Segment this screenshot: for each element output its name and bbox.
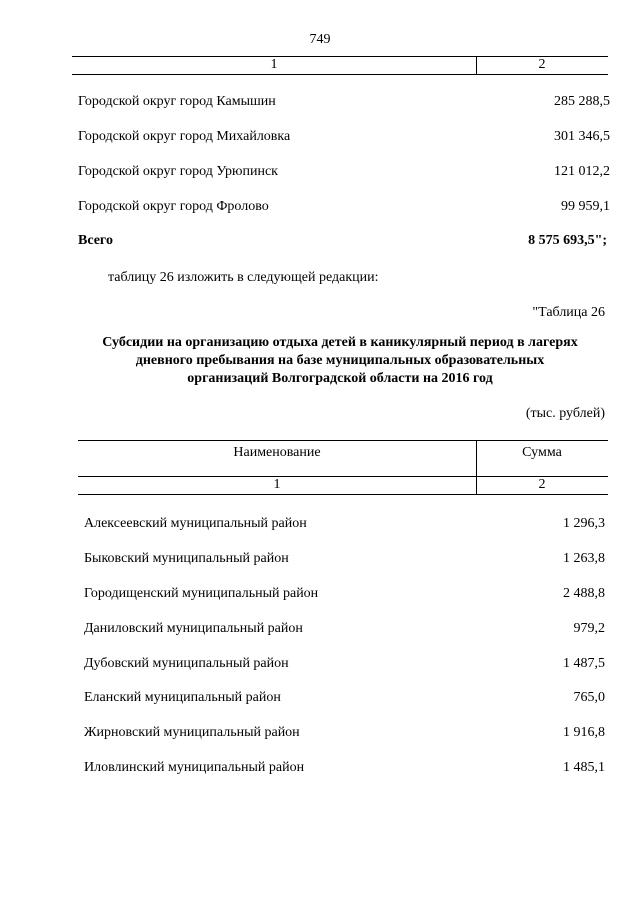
table1-total-label: Всего bbox=[78, 233, 113, 248]
table1-total-value: 8 575 693,5"; bbox=[528, 233, 607, 248]
table1-row-name: Городской округ город Урюпинск bbox=[78, 164, 278, 179]
table2-top-rule bbox=[78, 440, 608, 441]
table2-row-name: Еланский муниципальный район bbox=[84, 690, 281, 705]
table2-number-rule bbox=[78, 494, 608, 495]
table2-row-value: 1 485,1 bbox=[563, 760, 605, 775]
table2-row-value: 1 916,8 bbox=[563, 725, 605, 740]
instruction-text: таблицу 26 изложить в следующей редакции: bbox=[108, 270, 379, 285]
table-title-line: организаций Волгоградской области на 2016 год bbox=[187, 371, 493, 386]
table2-row-value: 1 296,3 bbox=[563, 516, 605, 531]
table2-row-value: 979,2 bbox=[573, 621, 605, 636]
table2-row-name: Алексеевский муниципальный район bbox=[84, 516, 307, 531]
table-title bbox=[60, 334, 620, 388]
table2-header-name: Наименование bbox=[233, 445, 321, 460]
table1-row-value: 285 288,5 bbox=[554, 94, 610, 109]
table1-row-value: 121 012,2 bbox=[554, 164, 610, 179]
table2-row-name: Иловлинский муниципальный район bbox=[84, 760, 305, 775]
table2-row-name: Жирновский муниципальный район bbox=[84, 725, 300, 740]
table-title-line: дневного пребывания на базе муниципальных образовательных bbox=[135, 353, 545, 368]
table1-col1-header: 1 bbox=[270, 57, 278, 72]
table1-row-value: 301 346,5 bbox=[554, 129, 610, 144]
table1-row-value: 99 959,1 bbox=[561, 199, 610, 214]
units-label: (тыс. рублей) bbox=[525, 406, 605, 421]
table2-row-value: 765,0 bbox=[573, 690, 605, 705]
table2-row-name: Даниловский муниципальный район bbox=[84, 621, 303, 636]
table2-col1-number: 1 bbox=[273, 477, 281, 492]
page-number: 749 bbox=[309, 32, 331, 47]
table2-header-sum: Сумма bbox=[522, 445, 562, 460]
table1-row-name: Городской округ город Фролово bbox=[78, 199, 269, 214]
table2-row-value: 1 487,5 bbox=[563, 656, 605, 671]
table2-row-value: 1 263,8 bbox=[563, 551, 605, 566]
table1-row-name: Городской округ город Михайловка bbox=[78, 129, 291, 144]
table2-row-name: Быковский муниципальный район bbox=[84, 551, 289, 566]
table1-header-rule bbox=[72, 74, 608, 75]
table1-col2-header: 2 bbox=[538, 57, 546, 72]
table2-col2-number: 2 bbox=[538, 477, 546, 492]
table2-row-value: 2 488,8 bbox=[563, 586, 605, 601]
table1-row-name: Городской округ город Камышин bbox=[78, 94, 276, 109]
table-reference: "Таблица 26 bbox=[532, 305, 605, 320]
table2-row-name: Дубовский муниципальный район bbox=[84, 656, 289, 671]
table-title-line: Субсидии на организацию отдыха детей в каникулярный период в лагерях bbox=[102, 335, 578, 350]
table2-row-name: Городищенский муниципальный район bbox=[84, 586, 319, 601]
